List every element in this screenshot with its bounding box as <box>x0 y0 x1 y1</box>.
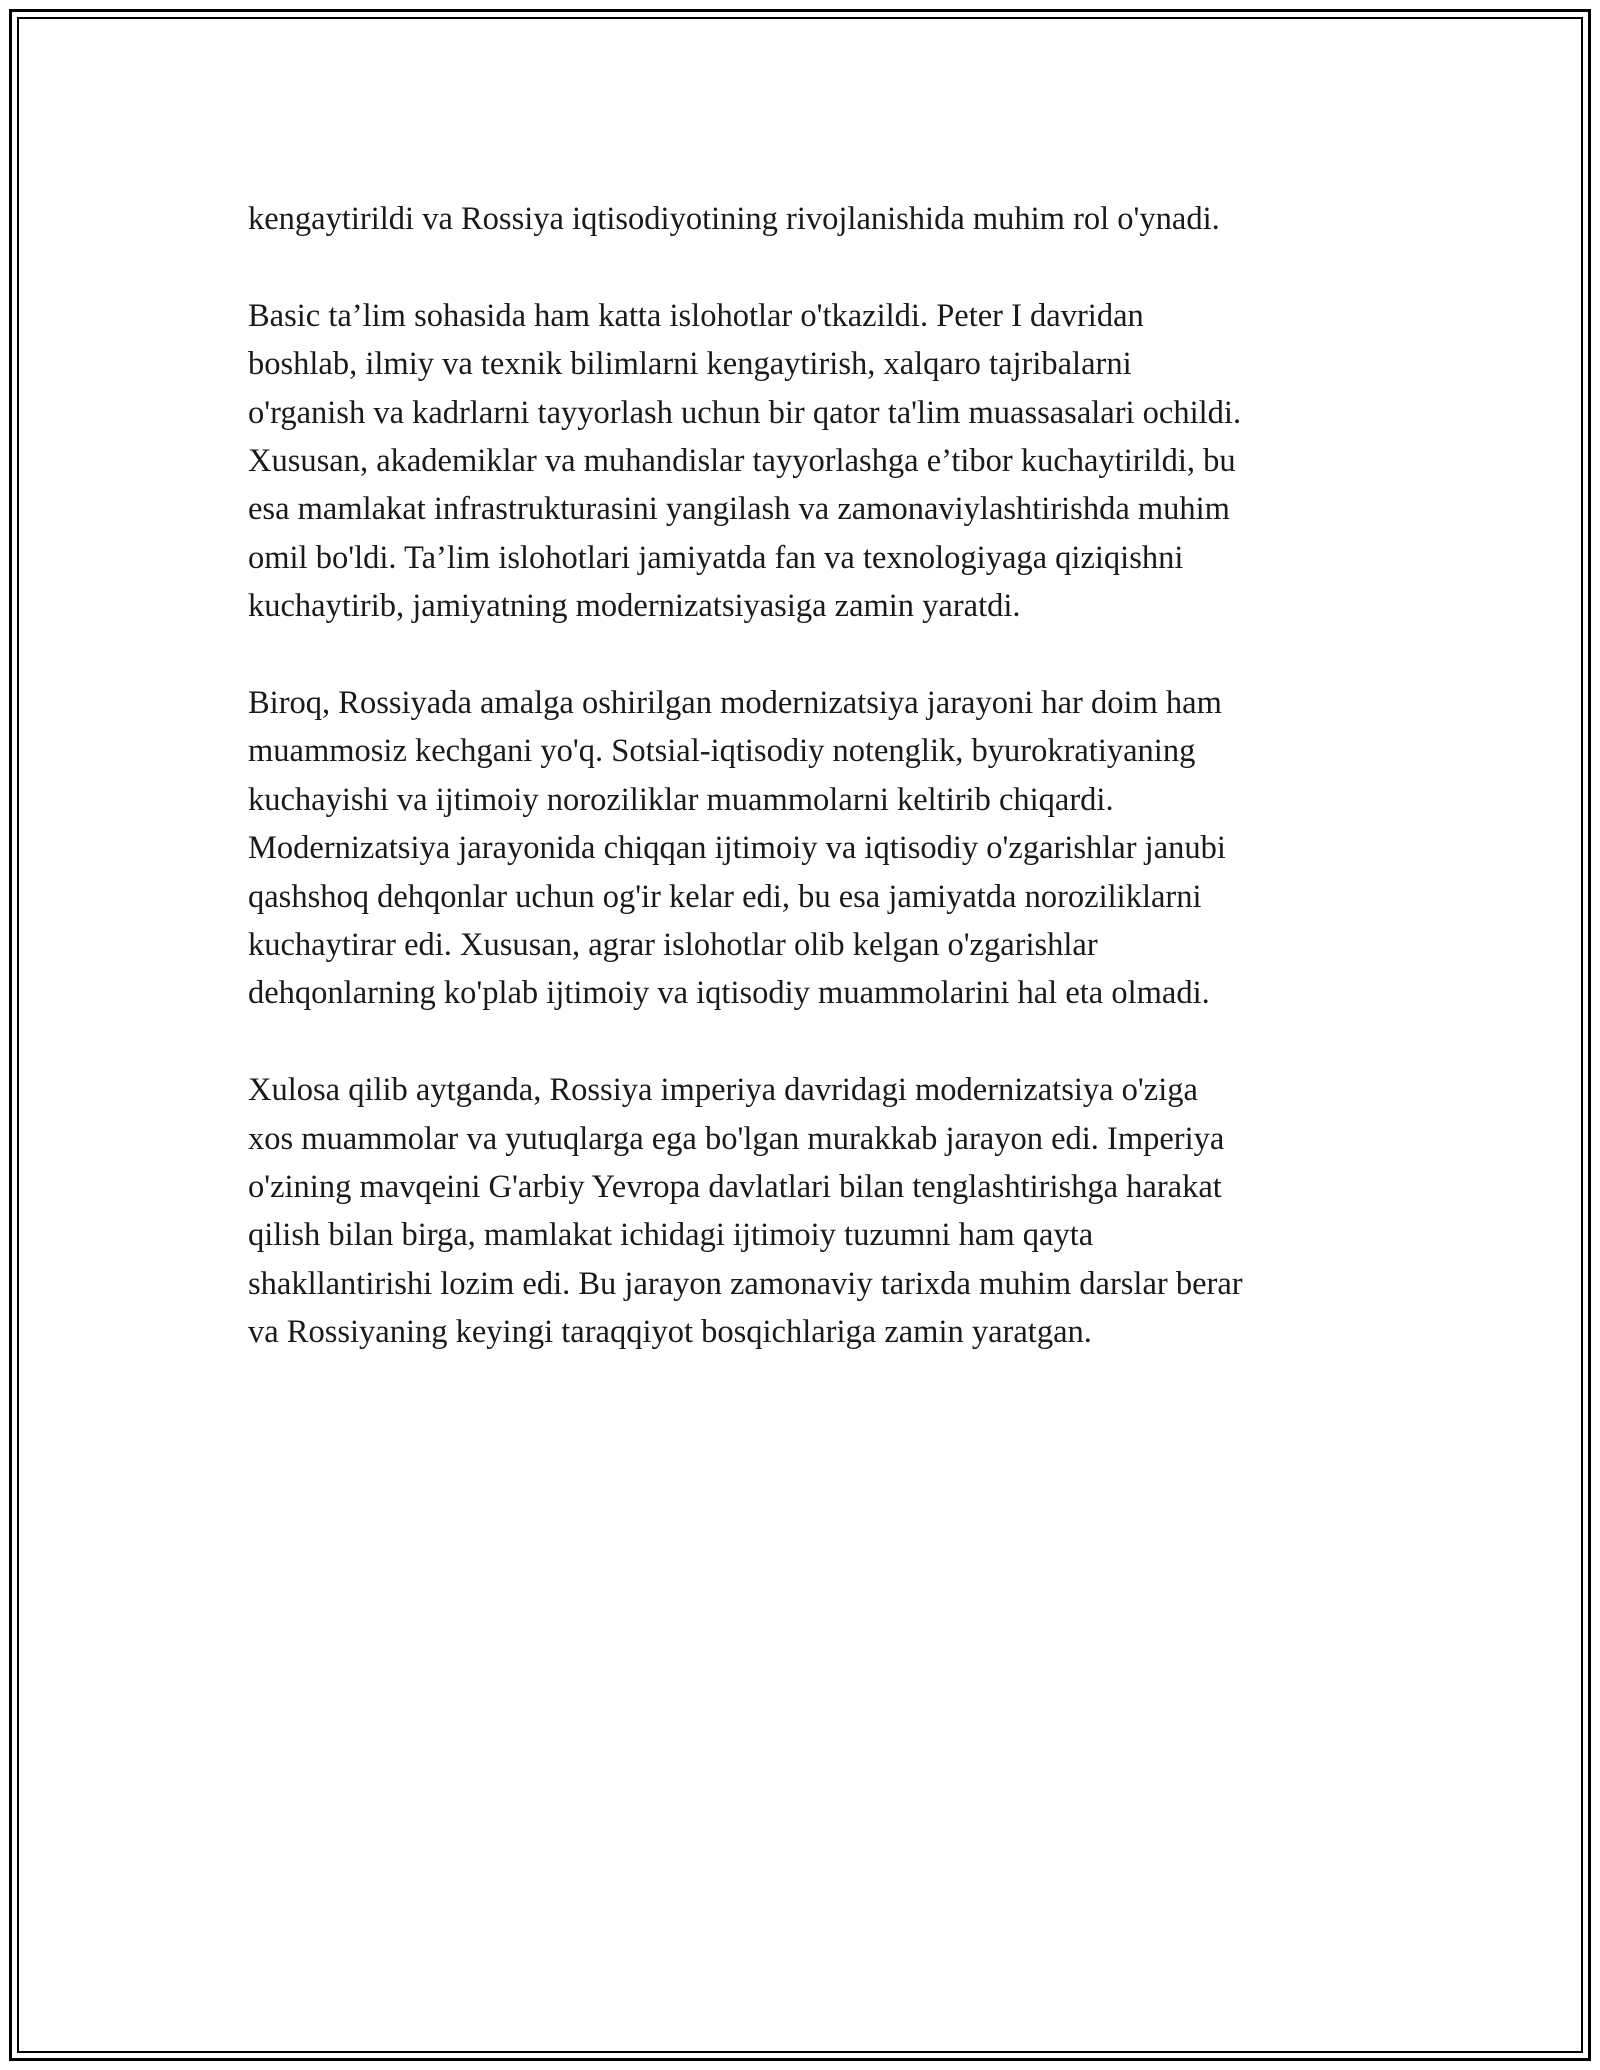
paragraph-line: boshlab, ilmiy va texnik bilimlarni kengaytirish, xalqaro tajribalarni <box>248 346 1132 383</box>
paragraph-line: qilish bilan birga, mamlakat ichidagi ijtimoiy tuzumni ham qayta <box>248 1217 1094 1254</box>
paragraph-line: Xususan, akademiklar va muhandislar tayyorlashga e’tibor kuchaytirildi, bu <box>248 443 1236 480</box>
document-page <box>9 9 1591 2061</box>
paragraph-2 <box>248 292 1398 631</box>
paragraph-line: o'zining mavqeini G'arbiy Yevropa davlatlari bilan tenglashtirishga harakat <box>248 1169 1222 1206</box>
paragraph-line: kuchayishi va ijtimoiy noroziliklar muammolarni keltirib chiqardi. <box>248 781 1114 818</box>
paragraph-line: omil bo'ldi. Ta’lim islohotlari jamiyatda fan va texnologiyaga qiziqishni <box>248 539 1184 576</box>
paragraph-line: dehqonlarning ko'plab ijtimoiy va iqtisodiy muammolarini hal eta olmadi. <box>248 975 1210 1012</box>
paragraph-1 <box>248 195 1398 243</box>
paragraph-line: muammosiz kechgani yo'q. Sotsial-iqtisodiy notenglik, byurokratiyaning <box>248 733 1196 770</box>
paragraph-line: xos muammolar va yutuqlarga ega bo'lgan murakkab jarayon edi. Imperiya <box>248 1120 1225 1157</box>
paragraph-4 <box>248 1066 1398 1356</box>
paragraph-line: Basic ta’lim sohasida ham katta islohotlar o'tkazildi. Peter I davridan <box>248 297 1144 334</box>
paragraph-line: o'rganish va kadrlarni tayyorlash uchun bir qator ta'lim muassasalari ochildi. <box>248 394 1242 431</box>
paragraph-line: Xulosa qilib aytganda, Rossiya imperiya davridagi modernizatsiya o'ziga <box>248 1072 1198 1109</box>
document-body <box>248 195 1398 1405</box>
paragraph-line: Modernizatsiya jarayonida chiqqan ijtimoiy va iqtisodiy o'zgarishlar janubi <box>248 830 1226 867</box>
paragraph-3 <box>248 679 1398 1018</box>
paragraph-line: shakllantirishi lozim edi. Bu jarayon zamonaviy tarixda muhim darslar berar <box>248 1265 1243 1302</box>
paragraph-line: Biroq, Rossiyada amalga oshirilgan modernizatsiya jarayoni har doim ham <box>248 685 1222 722</box>
paragraph-line: qashshoq dehqonlar uchun og'ir kelar edi, bu esa jamiyatda noroziliklarni <box>248 878 1202 915</box>
paragraph-line: esa mamlakat infrastrukturasini yangilash va zamonaviylashtirishda muhim <box>248 491 1230 528</box>
paragraph-line: kuchaytirib, jamiyatning modernizatsiyasiga zamin yaratdi. <box>248 588 1021 625</box>
paragraph-line: kengaytirildi va Rossiya iqtisodiyotining rivojlanishida muhim rol o'ynadi. <box>248 201 1220 237</box>
paragraph-line: kuchaytirar edi. Xususan, agrar islohotlar olib kelgan o'zgarishlar <box>248 927 1098 964</box>
paragraph-line: va Rossiyaning keyingi taraqqiyot bosqichlariga zamin yaratgan. <box>248 1314 1092 1351</box>
